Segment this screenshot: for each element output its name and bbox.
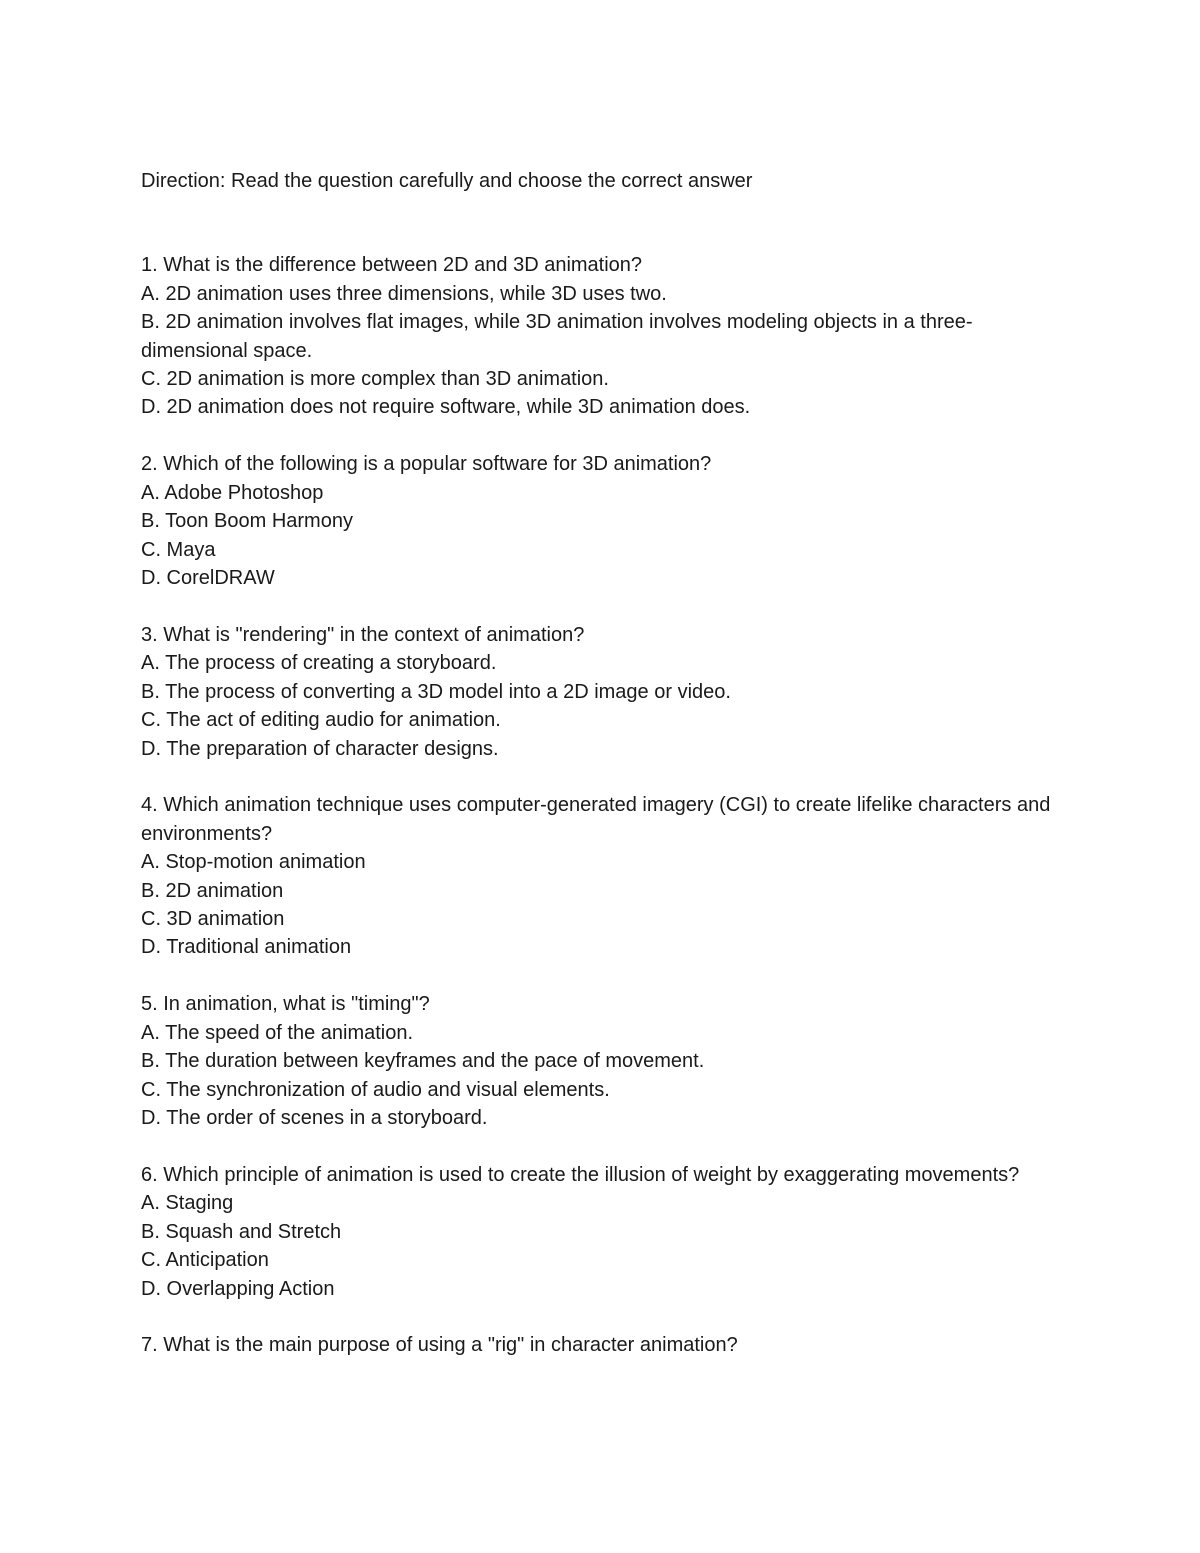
question-text: 5. In animation, what is "timing"? [141,993,430,1016]
question-6 [141,1161,1051,1303]
question-3 [141,621,1051,763]
option-d: D. CorelDRAW [141,566,275,589]
option-d: D. Traditional animation [141,936,352,959]
question-5 [141,990,1051,1132]
question-text: 4. Which animation technique uses computer-generated imagery (CGI) to create lifelike characters and environments? [141,794,1056,845]
question-4 [141,791,1056,961]
document-page [141,167,1056,1388]
option-a: A. 2D animation uses three dimensions, while 3D uses two. [141,282,667,305]
option-d: D. 2D animation does not require software, while 3D animation does. [141,396,751,419]
question-2 [141,450,1051,592]
option-a: A. The speed of the animation. [141,1021,414,1044]
question-text: 1. What is the difference between 2D and 3D animation? [141,254,643,277]
option-a: A. Stop-motion animation [141,851,366,874]
option-a: A. Staging [141,1192,234,1215]
option-b: B. Squash and Stretch [141,1220,342,1243]
option-a: A. The process of creating a storyboard. [141,652,497,675]
option-c: C. 3D animation [141,908,285,931]
option-d: D. The order of scenes in a storyboard. [141,1106,488,1129]
question-text: 7. What is the main purpose of using a "rig" in character animation? [141,1334,738,1357]
question-text: 2. Which of the following is a popular software for 3D animation? [141,453,712,476]
option-d: D. Overlapping Action [141,1277,335,1300]
option-c: C. The act of editing audio for animation. [141,709,501,732]
option-a: A. Adobe Photoshop [141,481,324,504]
question-text: 3. What is "rendering" in the context of animation? [141,623,585,646]
question-text: 6. Which principle of animation is used to create the illusion of weight by exaggerating movements? [141,1163,1020,1186]
option-d: D. The preparation of character designs. [141,737,499,760]
question-7 [141,1331,1051,1359]
option-c: C. Anticipation [141,1249,269,1272]
option-c: C. Maya [141,538,216,561]
question-1 [141,251,1051,421]
option-b: B. 2D animation [141,879,284,902]
direction-text: Direction: Read the question carefully and choose the correct answer [141,170,753,192]
option-b: B. Toon Boom Harmony [141,510,353,533]
option-b: B. 2D animation involves flat images, while 3D animation involves modeling objects in a three-dimensional space. [141,311,973,362]
option-c: C. 2D animation is more complex than 3D animation. [141,368,609,391]
option-b: B. The duration between keyframes and the pace of movement. [141,1050,705,1073]
option-c: C. The synchronization of audio and visual elements. [141,1078,610,1101]
option-b: B. The process of converting a 3D model into a 2D image or video. [141,680,731,703]
